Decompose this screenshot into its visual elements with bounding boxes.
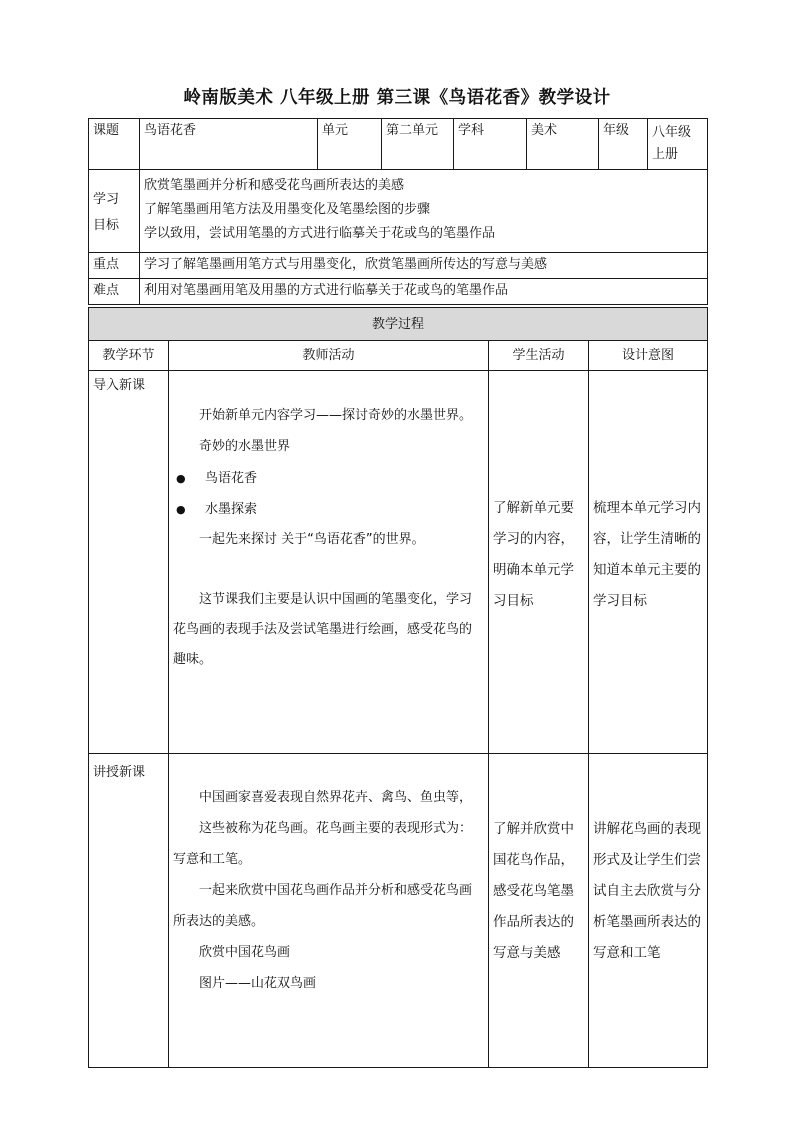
process-header: 教学过程 xyxy=(89,308,708,341)
unit-label: 单元 xyxy=(318,119,382,170)
topic-row xyxy=(89,119,708,170)
intro-design-intent xyxy=(589,371,708,754)
new-lesson-teacher-p1: 中国画家喜爱表现自然界花卉、禽鸟、鱼虫等， xyxy=(199,790,473,805)
page-title: 岭南版美术 八年级上册 第三课《鸟语花香》教学设计 xyxy=(183,88,611,108)
teaching-process-table xyxy=(88,307,708,1068)
intro-intent-text: 梳理本单元学习内容，让学生清晰的知道本单元主要的学习目标 xyxy=(593,500,701,609)
topic-label: 课题 xyxy=(89,119,140,170)
bullet-icon: ● xyxy=(176,472,186,485)
new-lesson-row xyxy=(89,754,708,1068)
intro-teacher-p1: 开始新单元内容学习——探讨奇妙的水墨世界。 xyxy=(199,408,473,423)
new-lesson-teacher-p4: 欣赏中国花鸟画 xyxy=(199,945,291,960)
column-header: 设计意图 xyxy=(589,341,708,371)
objective-item: 学以致用，尝试用笔墨的方式进行临摹关于花或鸟的笔墨作品 xyxy=(144,226,496,241)
column-header: 教学环节 xyxy=(89,341,169,371)
key-point-label: 重点 xyxy=(89,253,140,279)
objectives-list xyxy=(140,170,708,253)
column-header: 教师活动 xyxy=(169,341,489,371)
bullet-icon: ● xyxy=(176,503,186,516)
new-lesson-teacher-p5: 图片——山花双鸟画 xyxy=(199,976,317,991)
new-lesson-stage: 讲授新课 xyxy=(89,754,169,1068)
difficult-point-text: 利用对笔墨画用笔及用墨的方式进行临摹关于花或鸟的笔墨作品 xyxy=(140,279,708,305)
intro-student-activity xyxy=(489,371,589,754)
column-header: 学生活动 xyxy=(489,341,589,371)
process-header-row xyxy=(89,308,708,341)
subject-value: 美术 xyxy=(527,119,599,170)
topic-value: 鸟语花香 xyxy=(140,119,318,170)
intro-teacher-p3: 一起先来探讨 关于“鸟语花香”的世界。 xyxy=(199,532,425,547)
intro-stage: 导入新课 xyxy=(89,371,169,754)
difficult-point-row xyxy=(89,279,708,305)
new-lesson-intent-text: 讲解花鸟画的表现形式及让学生们尝试自主去欣赏与分析笔墨画所表达的写意和工笔 xyxy=(593,821,701,961)
unit-value: 第二单元 xyxy=(382,119,454,170)
objectives-row xyxy=(89,170,708,253)
new-lesson-student-activity xyxy=(489,754,589,1068)
intro-row xyxy=(89,371,708,754)
new-lesson-teacher-activity xyxy=(169,754,489,1068)
objectives-label xyxy=(89,170,140,253)
objective-item: 欣赏笔墨画并分析和感受花鸟画所表达的美感 xyxy=(144,178,405,193)
intro-bullet-item xyxy=(173,463,484,494)
difficult-point-label: 难点 xyxy=(89,279,140,305)
objectives-label-text: 学习目标 xyxy=(93,191,120,233)
intro-teacher-p4: 这节课我们主要是认识中国画的笔墨变化，学习花鸟画的表现手法及尝试笔墨进行绘画，感受花鸟的趣味。 xyxy=(173,592,473,667)
intro-teacher-activity xyxy=(169,371,489,754)
new-lesson-design-intent xyxy=(589,754,708,1068)
subject-label: 学科 xyxy=(454,119,527,170)
intro-teacher-p2: 奇妙的水墨世界 xyxy=(199,439,291,454)
key-point-row xyxy=(89,253,708,279)
grade-value: 八年级上册 xyxy=(648,119,708,170)
intro-bullet-item xyxy=(173,494,484,525)
column-header-row xyxy=(89,341,708,371)
new-lesson-teacher-p2: 这些被称为花鸟画。花鸟画主要的表现形式为：写意和工笔。 xyxy=(173,821,473,867)
new-lesson-student-text: 了解并欣赏中国花鸟作品，感受花鸟笔墨作品所表达的写意与美感 xyxy=(493,821,574,961)
key-point-text: 学习了解笔墨画用笔方式与用墨变化，欣赏笔墨画所传达的写意与美感 xyxy=(140,253,708,279)
grade-label: 年级 xyxy=(599,119,648,170)
lesson-info-table xyxy=(88,118,708,305)
intro-bullet-text: 水墨探索 xyxy=(205,502,258,517)
intro-student-text: 了解新单元要学习的内容，明确本单元学习目标 xyxy=(493,500,574,609)
intro-bullet-text: 鸟语花香 xyxy=(205,471,258,486)
new-lesson-teacher-p3: 一起来欣赏中国花鸟画作品并分析和感受花鸟画所表达的美感。 xyxy=(173,883,473,929)
objective-item: 了解笔墨画用笔方法及用墨变化及笔墨绘图的步骤 xyxy=(144,202,431,217)
